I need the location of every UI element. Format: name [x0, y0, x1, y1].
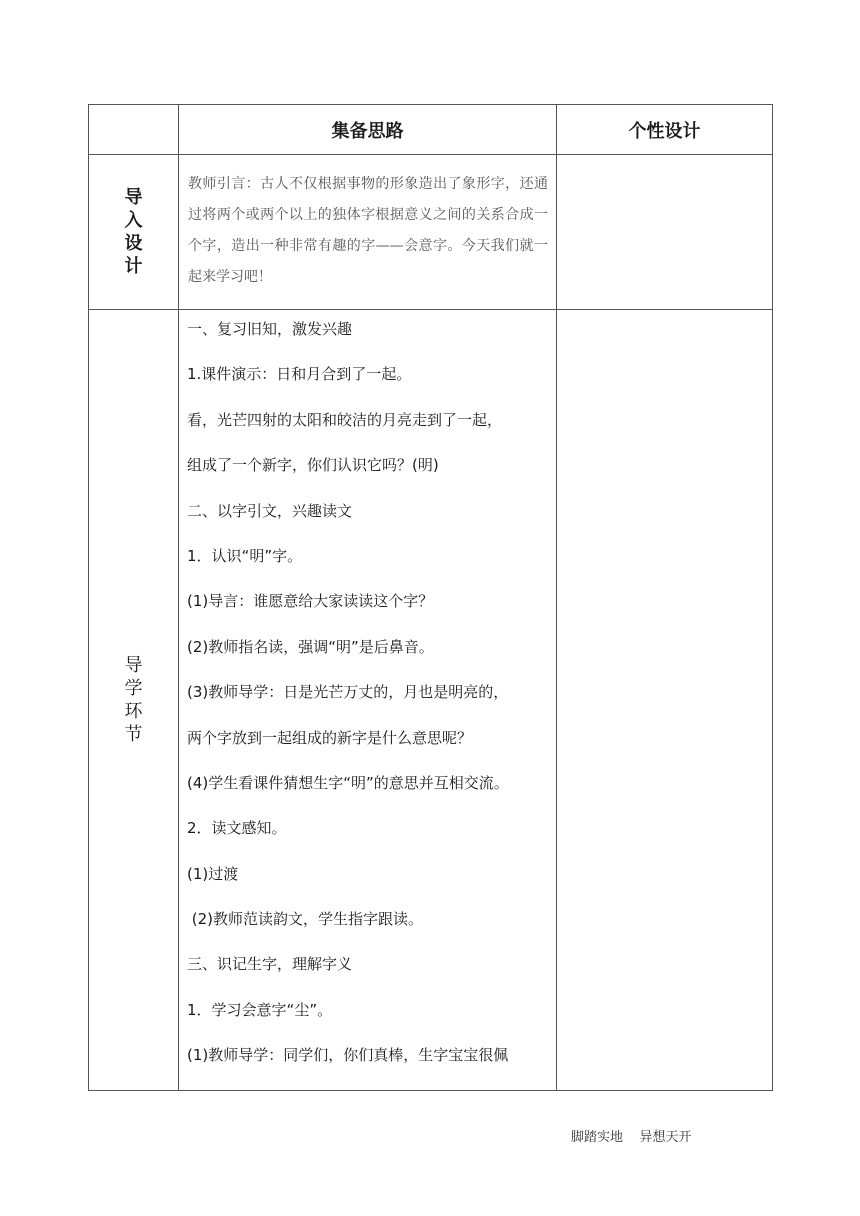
guide-step: 1．认识“明”字。: [187, 546, 303, 565]
intro-note-cell: [557, 155, 773, 310]
header-row: [89, 105, 773, 155]
guide-step: 看，光芒四射的太阳和皎洁的月亮走到了一起，: [187, 410, 503, 429]
guide-label-cell: [89, 310, 179, 1091]
guide-step: 三、识记生字，理解字义: [187, 955, 353, 974]
guide-step: (4)学生看课件猜想生字“明”的意思并互相交流。: [187, 773, 509, 792]
footer-motto: 脚踏实地 异想天开: [571, 1130, 692, 1145]
guide-step: (1)过渡: [187, 864, 239, 883]
guide-step: 二、以字引文，兴趣读文: [187, 501, 353, 520]
header-group-plan: 集备思路: [179, 105, 557, 155]
intro-content-cell: [179, 155, 557, 310]
guide-step: (1)导言：谁愿意给大家读读这个字？: [187, 592, 434, 611]
intro-label-cell: [89, 155, 179, 310]
intro-label: 导入设计: [124, 186, 143, 278]
intro-row: [89, 155, 773, 310]
guide-steps: [179, 310, 556, 1090]
guide-step: (2)教师范读韵文，学生指字跟读。: [187, 910, 424, 929]
guide-row: [89, 310, 773, 1091]
guide-content-cell: [179, 310, 557, 1091]
guide-label: 导学环节: [124, 654, 143, 745]
header-blank-cell: [89, 105, 179, 155]
guide-step: (3)教师导学：日是光芒万丈的，月也是明亮的，: [187, 683, 509, 702]
guide-step: 1．学习会意字“尘”。: [187, 1000, 333, 1019]
guide-step: 组成了一个新字，你们认识它吗？(明): [187, 456, 439, 475]
guide-note-cell: [557, 310, 773, 1091]
guide-step: 一、复习旧知，激发兴趣: [187, 320, 353, 338]
guide-step: 2．读文感知。: [187, 819, 287, 838]
guide-step: (2)教师指名读，强调“明”是后鼻音。: [187, 637, 434, 656]
intro-text: 教师引言：古人不仅根据事物的形象造出了象形字，还通过将两个或两个以上的独体字根据意义之间的关系合成一个字，造出一种非常有趣的字——会意字。今天我们就一起来学习吧！: [188, 176, 548, 285]
guide-step: 1.课件演示：日和月合到了一起。: [187, 365, 412, 384]
lesson-plan-table: [88, 104, 773, 1091]
guide-step: 两个字放到一起组成的新字是什么意思呢？: [187, 728, 473, 747]
guide-step: (1)教师导学：同学们，你们真棒，生字宝宝很佩: [187, 1046, 509, 1065]
header-personal-design: 个性设计: [557, 105, 773, 155]
